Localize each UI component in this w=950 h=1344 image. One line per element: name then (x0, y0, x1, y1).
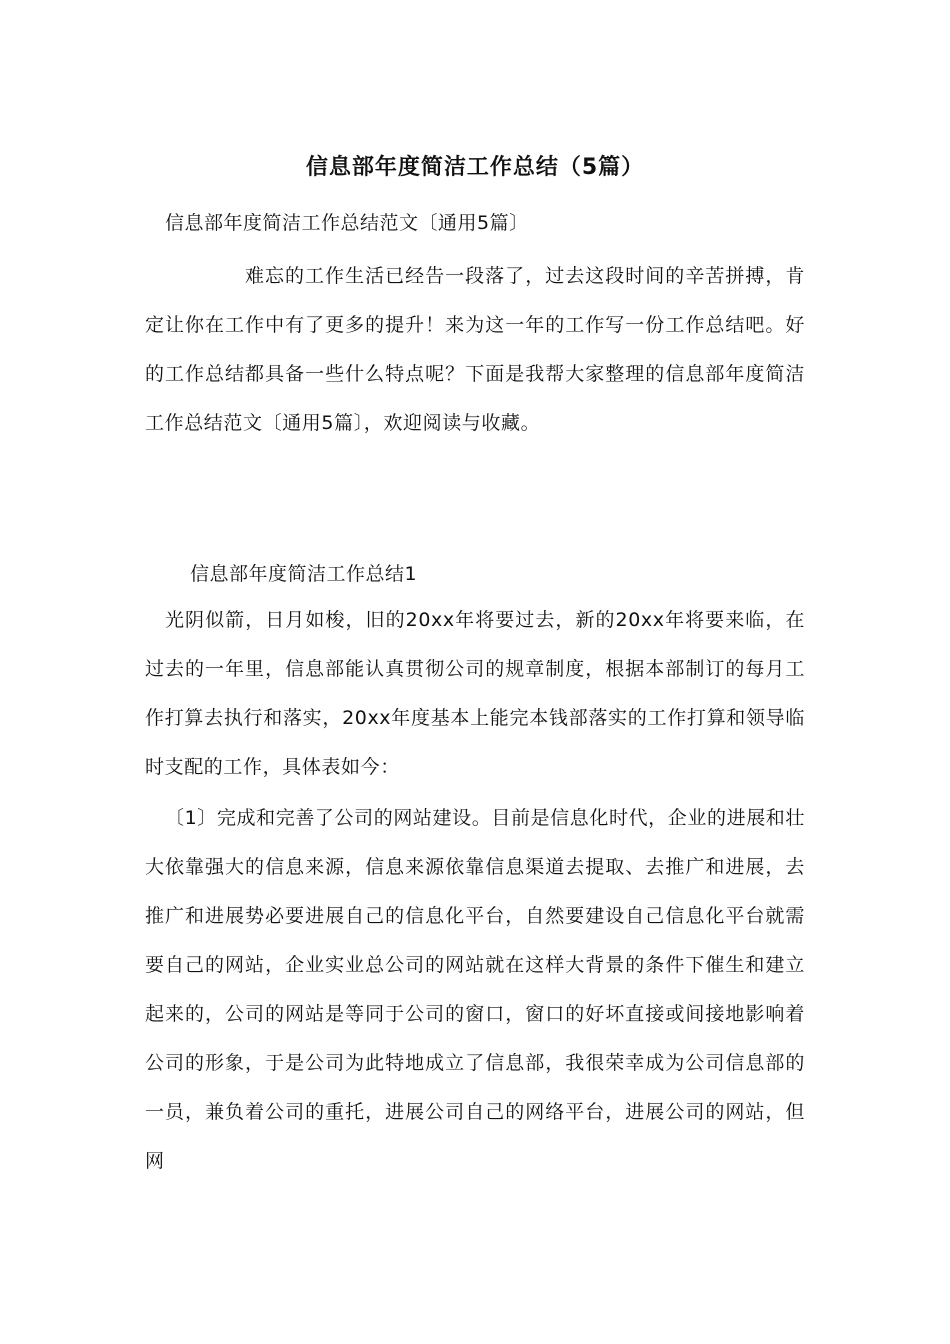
document-subtitle: 信息部年度简洁工作总结范文〔通用5篇〕 (165, 212, 529, 234)
body-paragraph: 〔1〕完成和完善了公司的网站建设。目前是信息化时代，企业的进展和壮大依靠强大的信息来源，信息来源依靠信息渠道去提取、去推广和进展，去推广和进展势必要进展自己的信息化平台，自然要建设自己信息化平台就需要自己的网站，企业实业总公司的网站就在这样大背景的条件下催生和建立起来的，公司的网站是等同于公司的窗口，窗口的好坏直接或间接地影响着公司的形象，于是公司为此特地成立了信息部，我很荣幸成为公司信息部的一员，兼负着公司的重托，进展公司自己的网络平台，进展公司的网站，但网 (145, 807, 805, 1172)
section-heading: 信息部年度简洁工作总结1 (190, 563, 418, 585)
intro-paragraph: 难忘的工作生活已经告一段落了，过去这段时间的辛苦拼搏，肯定让你在工作中有了更多的提升！来为这一年的工作写一份工作总结吧。好的工作总结都具备一些什么特点呢？下面是我帮大家整理的信息部年度简洁工作总结范文〔通用5篇〕，欢迎阅读与收藏。 (145, 265, 805, 434)
body-paragraph: 光阴似箭，日月如梭，旧的20xx年将要过去，新的20xx年将要来临，在过去的一年里，信息部能认真贯彻公司的规章制度，根据本部制订的每月工作打算去执行和落实，20xx年度基本上能完本钱部落实的工作打算和领导临时支配的工作，具体表如今： (145, 609, 805, 778)
document-title: 信息部年度简洁工作总结（5篇） (305, 155, 645, 180)
